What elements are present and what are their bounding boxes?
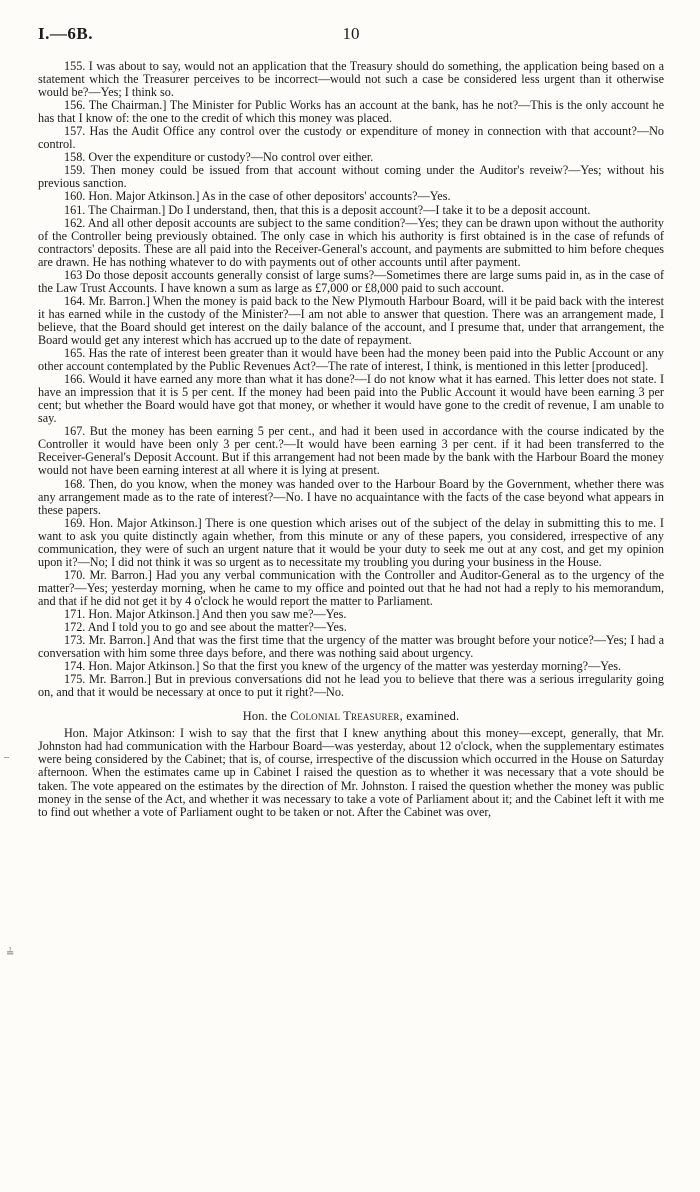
question-155: 155. I was about to say, would not an application that the Treasury should do something, the application being based on a statement which the Treasurer perceives to be incorrect—would not such a case be considered less urgent than it otherwise would be?—Yes; I think so. <box>38 59 664 100</box>
page-number: 10 <box>342 24 360 43</box>
section-heading-title: Colonial Treasurer <box>290 709 400 724</box>
question-157: 157. Has the Audit Office any control over the custody or expenditure of money in connection with that account?—No control. <box>38 124 664 152</box>
question-169: 169. Hon. Major Atkinson.] There is one question which arises out of the subject of the delay in submitting this to me. I want to ask you quite distinctly again whether, from this minute or any of these papers, you considered, irrespective of any communication, they were of such an urgent nature that it would be your duty to seek me out at any cost, and get my opinion upon it?—No; I did not think it was so urgent as to necessitate my troubling you during your business in the House. <box>38 515 664 569</box>
question-162: 162. And all other deposit accounts are subject to the same condition?—Yes; they can be drawn upon without the authority of the Controller being previously obtained. The only case in which his authority is first obtained is in the case of refunds of contractors' deposits. These are all paid into the Receiver-General's account, and payments are submitted to him before cheques are drawn. He has nothing whatever to do with payments out of other accounts until after payment. <box>38 215 664 269</box>
question-156: 156. The Chairman.] The Minister for Public Works has an account at the bank, has he not?—This is the only account he has that I know of: the one to the credit of which this money was placed. <box>38 98 664 126</box>
question-165: 165. Has the rate of interest been greater than it would have been had the money been paid into the Public Account or any other account contemplated by the Public Revenues Act?—The rate of interest, I think, is mentioned in this letter [produced]. <box>38 346 664 374</box>
question-163: 163 Do those deposit accounts generally consist of large sums?—Sometimes there are large sums paid in, as in the case of the Law Trust Accounts. I have known a sum as large as £7,000 or £8,000 paid to such account. <box>38 267 664 295</box>
section-heading-suffix: , examined. <box>399 709 460 724</box>
question-160: 160. Hon. Major Atkinson.] As in the case of other depositors' accounts?—Yes. <box>64 189 451 204</box>
question-170: 170. Mr. Barron.] Had you any verbal communication with the Controller and Auditor-General as to the urgency of the matter?—Yes; yesterday morning, when he came to my office and pointed out that he had not had a reply to his memorandum, and that if he did not get it by 4 o'clock he would report the matter to Parliament. <box>38 567 664 608</box>
page-header <box>38 24 664 50</box>
question-161: 161. The Chairman.] Do I understand, then, that this is a deposit account?—I take it to be a deposit account. <box>64 202 591 217</box>
question-172: 172. And I told you to go and see about the matter?—Yes. <box>64 620 347 635</box>
question-166: 166. Would it have earned any more than what it has done?—I do not know what it has earned. This letter does not state. I have an impression that it is 5 per cent. If the money had been paid into the Public Account it would have been earning 3 per cent; but whether the Board would have got that money, or whether it would have gone to the credit of revenue, I am unable to say. <box>38 372 664 426</box>
statement-paragraph: Hon. Major Atkinson: I wish to say that the first that I knew anything about this money—except, generally, that Mr. Johnston had had communication with the Harbour Board—was yesterday, about 12 o'clock, when the supplementary estimates were being considered by the Cabinet; that is, of course, irrespective of the discussion which occurred in the House on Saturday afternoon. When the estimates came up in Cabinet I raised the question as to whether it was necessary that a vote should be taken. The vote appeared on the estimates by the direction of Mr. Johnston. I raised the question whether the money was public money in the sense of the Act, and whether it was necessary to take a vote of Parliament about it; and the Cabinet left it with me to find out whether a vote of Parliament ought to be taken or not. After the Cabinet was over, <box>38 726 664 819</box>
question-171: 171. Hon. Major Atkinson.] And then you saw me?—Yes. <box>64 606 347 621</box>
document-body <box>38 60 664 819</box>
question-175: 175. Mr. Barron.] But in previous conversations did not he lead you to believe that there was a serious irregularity going on, and that it would be necessary at once to put it right?—No. <box>38 672 664 700</box>
question-174: 174. Hon. Major Atkinson.] So that the first you knew of the urgency of the matter was yesterday morning?—Yes. <box>64 659 622 674</box>
question-159: 159. Then money could be issued from that account without coming under the Auditor's reveiw?—Yes; without his previous sanction. <box>38 163 664 191</box>
question-164: 164. Mr. Barron.] When the money is paid back to the New Plymouth Harbour Board, will it be paid back with the interest it has earned while in the custody of the Minister?—I am not able to answer that question. There was an arrangement made, I believe, that the Board should get interest on the daily balance of the account, and I presume that, under that arrangement, the Board would get any interest which has accrued up to the date of repayment. <box>38 293 664 347</box>
question-167: 167. But the money has been earning 5 per cent., and had it been used in accordance with the course indicated by the Controller it would have been only 3 per cent.?—It would have been earning 3 per cent. if it had been transferred to the Receiver-General's Deposit Account. But if this arrangement had not been made by the bank with the Harbour Board the money would not have been earning interest at all where it is lying at present. <box>38 424 664 478</box>
document-reference: I.—6B. <box>38 24 93 43</box>
question-173: 173. Mr. Barron.] And that was the first time that the urgency of the matter was brought before your notice?—Yes; I had a conversation with him some three days before, and there was nothing said about urgency. <box>38 633 664 661</box>
question-158: 158. Over the expenditure or custody?—No control over either. <box>64 150 374 165</box>
question-168: 168. Then, do you know, when the money was handed over to the Harbour Board by the Government, whether there was any arrangement made as to the rate of interest?—No. I have no acquaintance with the facts of the case beyond what appears in these papers. <box>38 476 664 517</box>
section-heading <box>38 710 664 723</box>
margin-mark: – <box>4 752 9 763</box>
margin-mark: ≟ <box>6 948 15 959</box>
section-heading-prefix: Hon. the <box>242 709 291 724</box>
